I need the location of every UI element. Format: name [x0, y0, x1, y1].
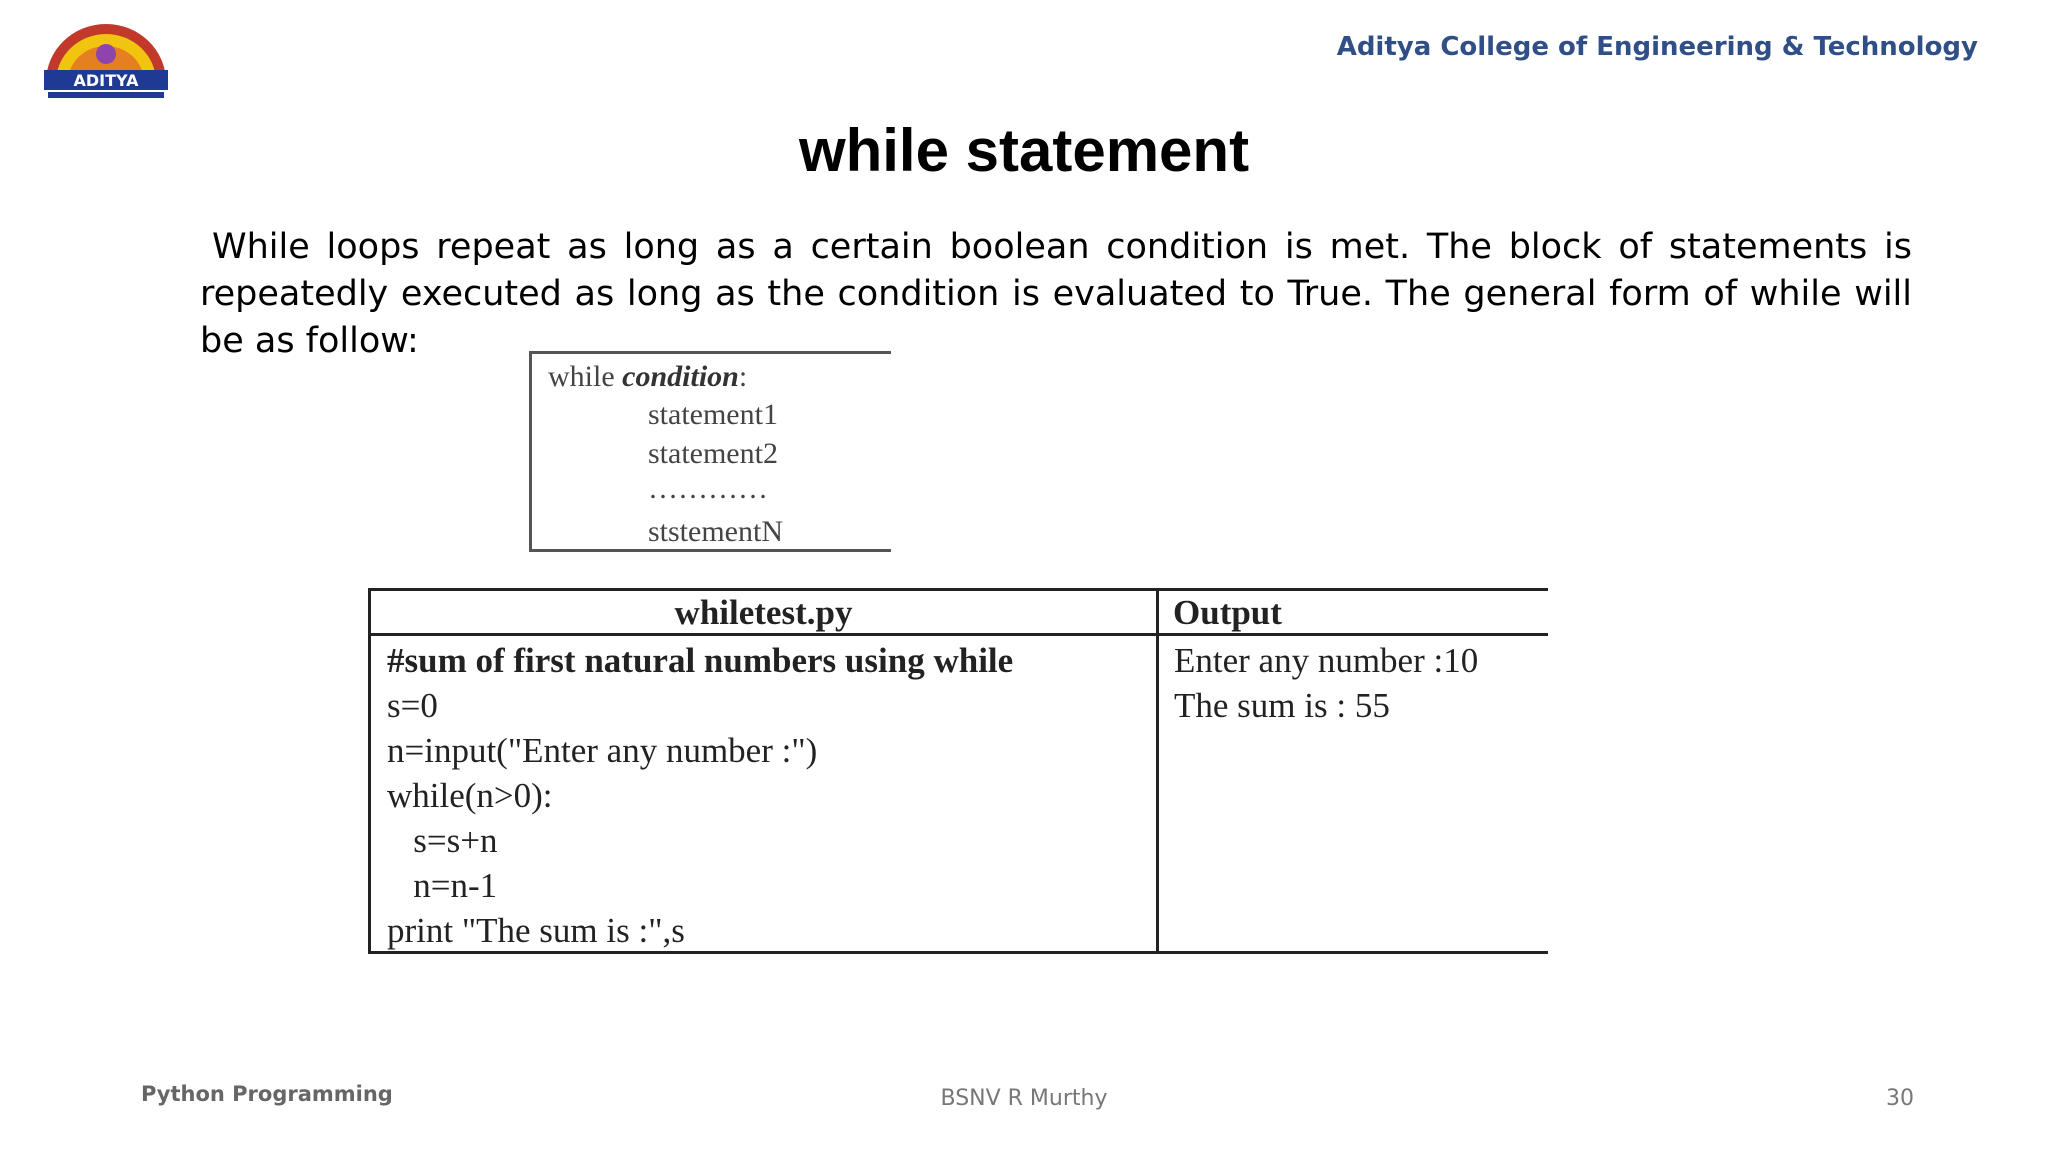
- syntax-ellipsis: …………: [648, 472, 768, 505]
- institution-name: Aditya College of Engineering & Technology: [1336, 32, 1978, 62]
- output-line: Enter any number :10: [1174, 641, 1479, 680]
- code-line: while(n>0):: [387, 776, 553, 815]
- college-logo: [38, 20, 174, 104]
- code-line: s=0: [387, 686, 438, 725]
- author-name: BSNV R Murthy: [940, 1086, 1108, 1111]
- output-line: The sum is : 55: [1174, 686, 1390, 725]
- slide-description: While loops repeat as long as a certain boolean condition is met. The block of statements is repeatedly executed as long as the condition is evaluated to True. The general form of while will be as follow:: [200, 227, 1912, 361]
- code-line: #sum of first natural numbers using while: [387, 641, 1014, 680]
- syntax-condition: condition: [622, 360, 739, 393]
- svg-text:ADITYA: ADITYA: [73, 71, 139, 90]
- code-line: n=input("Enter any number :"): [387, 731, 818, 770]
- code-line: n=n-1: [387, 866, 498, 905]
- slide-title: while statement: [798, 117, 1250, 184]
- syntax-statement: statement2: [648, 437, 778, 470]
- code-block: [387, 638, 1013, 953]
- output-block: [1174, 638, 1478, 728]
- page-number: 30: [1886, 1086, 1914, 1111]
- syntax-keyword: while: [548, 360, 615, 393]
- code-line: print "The sum is :",s: [387, 911, 685, 950]
- course-name: Python Programming: [141, 1082, 393, 1106]
- header-divider: [371, 633, 1548, 636]
- example-table: [368, 588, 1548, 954]
- output-column-header: Output: [1173, 593, 1282, 632]
- syntax-header-line: [548, 360, 747, 394]
- while-syntax-box: [529, 351, 891, 552]
- column-divider: [1156, 591, 1159, 951]
- syntax-statement: ststementN: [648, 515, 783, 548]
- syntax-colon: :: [738, 360, 748, 393]
- syntax-statement: statement1: [648, 398, 778, 431]
- code-column-header: whiletest.py: [674, 593, 853, 632]
- code-line: s=s+n: [387, 821, 498, 860]
